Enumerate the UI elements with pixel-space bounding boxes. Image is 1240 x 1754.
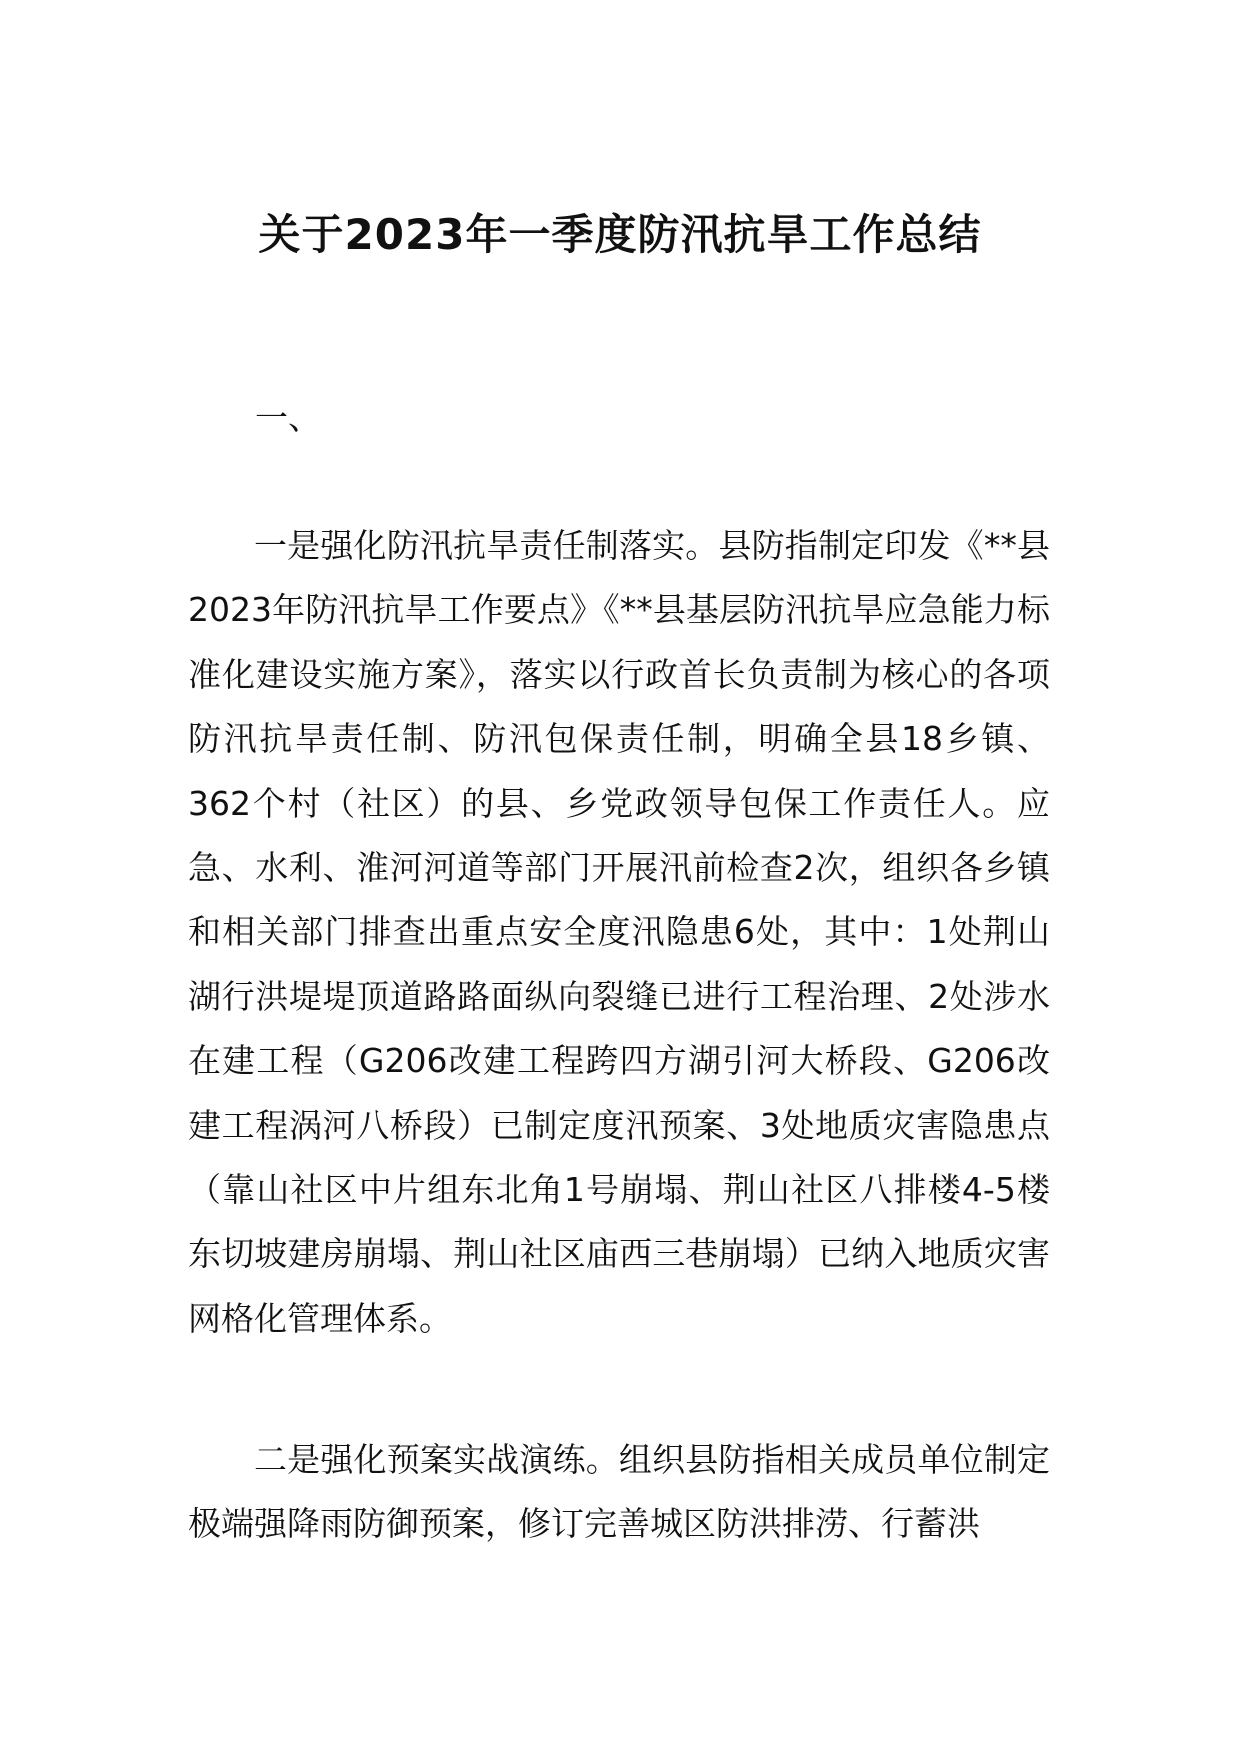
- document-title: 关于2023年一季度防汛抗旱工作总结: [258, 210, 982, 259]
- section-heading: 一、: [255, 398, 321, 437]
- paragraph-drills: 二是强化预案实战演练。组织县防指相关成员单位制定极端强降雨防御预案，修订完善城区防洪排涝、行蓄洪: [188, 1440, 1050, 1544]
- paragraph-responsibility: 一是强化防汛抗旱责任制落实。县防指制定印发《**县2023年防汛抗旱工作要点》《**县基层防汛抗旱应急能力标准化建设实施方案》，落实以行政首长负责制为核心的各项防汛抗旱责任制、防汛包保责任制，明确全县18乡镇、362个村（社区）的县、乡党政领导包保工作责任人。应急、水利、淮河河道等部门开展汛前检查2次，组织各乡镇和相关部门排查出重点安全度汛隐患6处，其中：1处荆山湖行洪堤堤顶道路路面纵向裂缝已进行工程治理、2处涉水在建工程（G206改建工程跨四方湖引河大桥段、G206改建工程涡河八桥段）已制定度汛预案、3处地质灾害隐患点（靠山社区中片组东北角1号崩塌、荆山社区八排楼4-5楼东切坡建房崩塌、荆山社区庙西三巷崩塌）已纳入地质灾害网格化管理体系。: [188, 526, 1050, 1338]
